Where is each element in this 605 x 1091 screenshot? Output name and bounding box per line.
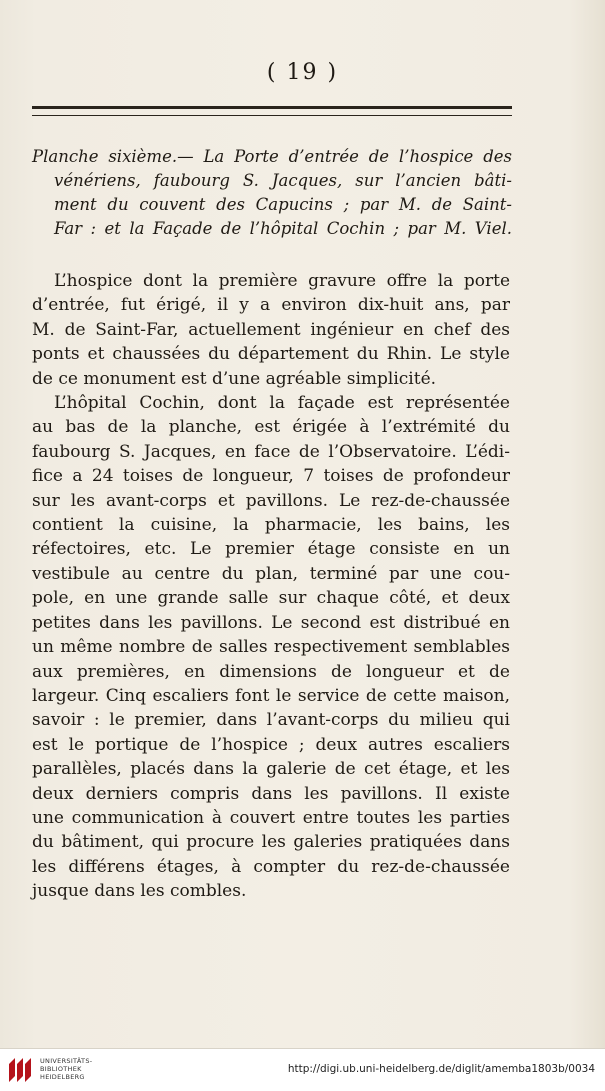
text-line: au bas de la planche, est érigée à l’extrémité du (32, 417, 510, 438)
text-line: L’hôpital Cochin, dont la façade est représentée (54, 393, 510, 414)
text-line: deux derniers compris dans les pavillons. Il existe (32, 783, 510, 804)
text-line: est le portique de l’hospice ; deux autres escaliers (32, 734, 510, 755)
text-line: une communication à couvert entre toutes les parties (32, 807, 510, 828)
caption-line: Planche sixième.— La Porte d’entrée de l’hospice des (32, 147, 512, 166)
library-name-line: UNIVERSITÄTS- (40, 1057, 93, 1065)
library-name-line: BIBLIOTHEK (40, 1065, 82, 1073)
text-line: faubourg S. Jacques, en face de l’Observatoire. L’édi- (32, 441, 510, 462)
text-line: petites dans les pavillons. Le second est distribué en (32, 612, 510, 633)
university-library-logo-icon[interactable] (6, 1055, 36, 1085)
page-number: ( 19 ) (266, 60, 339, 85)
body-text (32, 269, 510, 904)
text-line: fice a 24 toises de longueur, 7 toises de profondeur (32, 466, 510, 487)
caption-line: vénériens, faubourg S. Jacques, sur l’ancien bâti- (54, 171, 512, 190)
header-rule (32, 106, 512, 116)
caption-line: ment du couvent des Capucins ; par M. de Saint- (54, 195, 512, 214)
text-line: pole, en une grande salle sur chaque côté, et deux (32, 588, 510, 609)
text-line: contient la cuisine, la pharmacie, les bains, les (32, 515, 510, 536)
text-line: aux premières, en dimensions de longueur et de (32, 661, 510, 682)
text-line: ponts et chaussées du département du Rhin. Le style (32, 344, 510, 365)
text-line: L’hospice dont la première gravure offre la porte (54, 271, 510, 291)
text-line: les différens étages, à compter du rez-de-chaussée (32, 856, 510, 877)
plate-caption (32, 145, 512, 241)
text-line: largeur. Cinq escaliers font le service de cette maison, (32, 685, 510, 706)
text-line: sur les avant-corps et pavillons. Le rez-de-chaussée (32, 490, 510, 511)
text-line: du bâtiment, qui procure les galeries pratiquées dans (32, 832, 510, 853)
text-line: un même nombre de salles respectivement semblables (32, 637, 510, 658)
caption-line: Far : et la Façade de l’hôpital Cochin ; par M. Viel. (54, 219, 512, 238)
text-line: de ce monument est d’une agréable simplicité. (32, 368, 437, 389)
text-line: jusque dans les combles. (32, 881, 247, 902)
library-name (40, 1057, 92, 1081)
text-line: savoir : le premier, dans l’avant-corps du milieu qui (32, 710, 510, 731)
text-line: réfectoires, etc. Le premier étage consiste en un (32, 539, 510, 560)
text-line: M. de Saint-Far, actuellement ingénieur en chef des (32, 319, 510, 340)
text-line: parallèles, placés dans la galerie de cet étage, et les (32, 759, 510, 780)
viewer-footer (0, 1048, 605, 1091)
library-name-line: HEIDELBERG (40, 1073, 85, 1081)
text-line: vestibule au centre du plan, terminé par une cou- (32, 563, 510, 584)
page-url-link[interactable]: http://digi.ub.uni-heidelberg.de/diglit/amemba1803b/0034 (287, 1063, 595, 1075)
text-line: d’entrée, fut érigé, il y a environ dix-huit ans, par (32, 295, 510, 316)
